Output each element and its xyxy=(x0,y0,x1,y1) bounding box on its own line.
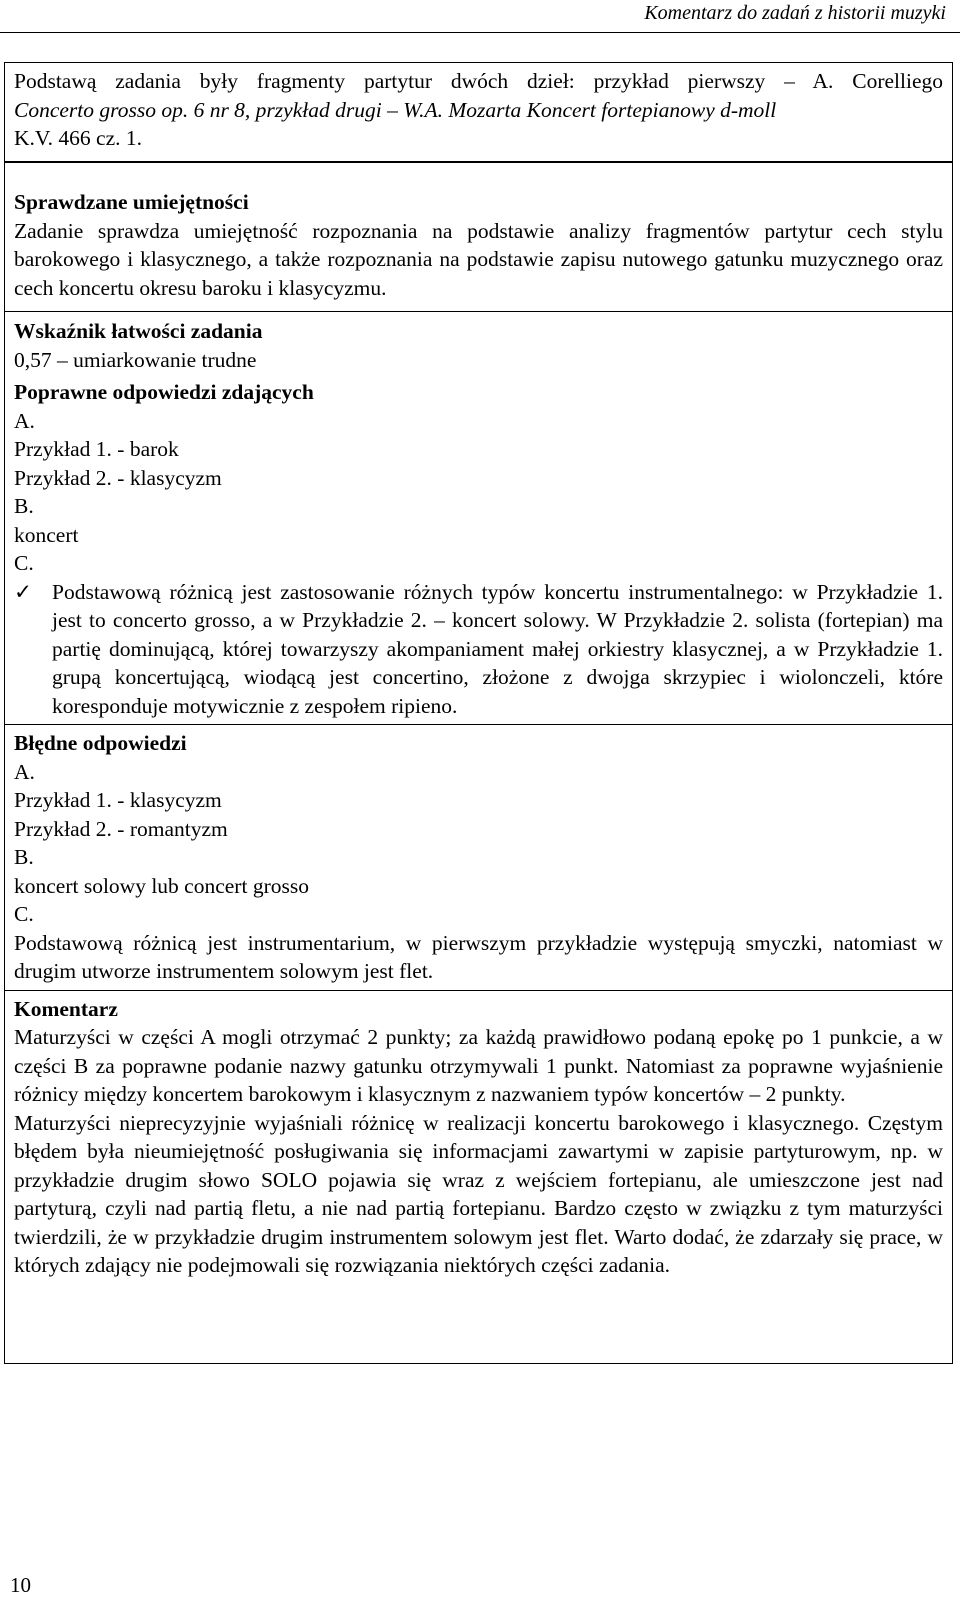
wrong-c1: Podstawową różnicą jest instrumentarium, w pierwszym przykładzie występują smyczki, natomiast w drugim utworze instrumentem solowym jest flet. xyxy=(14,930,943,983)
correct-a2: Przykład 2. - klasycyzm xyxy=(14,465,222,490)
difficulty-value: 0,57 – umiarkowanie trudne xyxy=(14,347,257,372)
correct-a-label: A. xyxy=(14,408,35,433)
wrong-a-label: A. xyxy=(14,759,35,784)
wrong-a2: Przykład 2. - romantyzm xyxy=(14,816,228,841)
wrong-b-label: B. xyxy=(14,845,34,869)
check-mark-icon: ✓ xyxy=(14,579,33,604)
intro-line-3: K.V. 466 cz. 1. xyxy=(14,126,142,150)
correct-c1: Podstawową różnicą jest zastosowanie różnych typów koncertu instrumentalnego: w Przykładzie 1. jest to concerto grosso, a w Przykładzie 2. – koncert solowy. W Przykładzie 2. solista (fortepian) ma partię dominującą, której towarzyszy akompaniament małej orkiestry klasycznej, a w Przykładzie 1. grupą koncertującą, wiodącą jest concertino, złożone z dwojga skrzypiec i wiolonczeli, które koresponduje motywicznie z zespołem ripieno. xyxy=(52,579,943,718)
correct-c-label: C. xyxy=(14,551,34,575)
answers-box xyxy=(4,311,953,1364)
header-title: Komentarz do zadań z historii muzyki xyxy=(644,2,946,24)
skills-heading: Sprawdzane umiejętności xyxy=(14,190,249,214)
correct-c-item xyxy=(14,578,943,721)
correct-b1: koncert xyxy=(14,522,79,547)
comment-p2: Maturzyści nieprecyzyjnie wyjaśniali różnicę w realizacji koncertu barokowego i klasycznego. Częstym błędem była nieumiejętność posługiwania się informacjami zawartymi w zapisie partyturowym, np. w przykładzie drugim słowo SOLO pojawia się wraz z wejściem fortepianu, ale umieszczone jest nad partyturą, czyli nad partią fletu, a nie nad partią fortepianu. Bardzo często w związku z tym maturzyści twierdzili, że w przykładzie drugim instrumentem solowym jest flet. Warto dodać, że zdarzały się prace, w których zdający nie podejmowali się rozwiązania niektórych części zadania. xyxy=(14,1110,943,1277)
intro-line-2: Concerto grosso op. 6 nr 8, przykład drugi – W.A. Mozarta Koncert fortepianowy d-moll xyxy=(14,97,777,122)
wrong-c-label: C. xyxy=(14,902,34,926)
correct-b-label: B. xyxy=(14,494,34,518)
page-number: 10 xyxy=(10,1573,31,1597)
comment-p1: Maturzyści w części A mogli otrzymać 2 punkty; za każdą prawidłowo podaną epokę po 1 punkcie, a w części B za poprawne podanie nazwy gatunku otrzymywali 1 punkt. Natomiast za poprawne wyjaśnienie różnicy między koncertem barokowym i klasycznym z nazwaniem typów koncertów – 2 punkty. xyxy=(14,1025,943,1106)
wrong-b1: koncert solowy lub concert grosso xyxy=(14,873,309,898)
wrong-a1: Przykład 1. - klasycyzm xyxy=(14,788,222,812)
page-header xyxy=(0,0,960,33)
intro-box xyxy=(4,62,953,162)
comment-heading: Komentarz xyxy=(14,996,118,1021)
difficulty-heading: Wskaźnik łatwości zadania xyxy=(14,319,263,343)
intro-line-1: Podstawą zadania były fragmenty partytur dwóch dzieł: przykład pierwszy – A. Corelliego xyxy=(14,69,943,93)
skills-text: Zadanie sprawdza umiejętność rozpoznania na podstawie analizy fragmentów partytur cech stylu barokowego i klasycznego, a także rozpoznania na podstawie zapisu nutowego gatunku muzycznego oraz cech koncertu okresu baroku i klasycyzmu. xyxy=(14,218,943,300)
correct-a1: Przykład 1. - barok xyxy=(14,437,179,461)
correct-heading: Poprawne odpowiedzi zdających xyxy=(14,380,314,404)
wrong-heading: Błędne odpowiedzi xyxy=(14,731,187,755)
skills-box xyxy=(4,162,953,312)
